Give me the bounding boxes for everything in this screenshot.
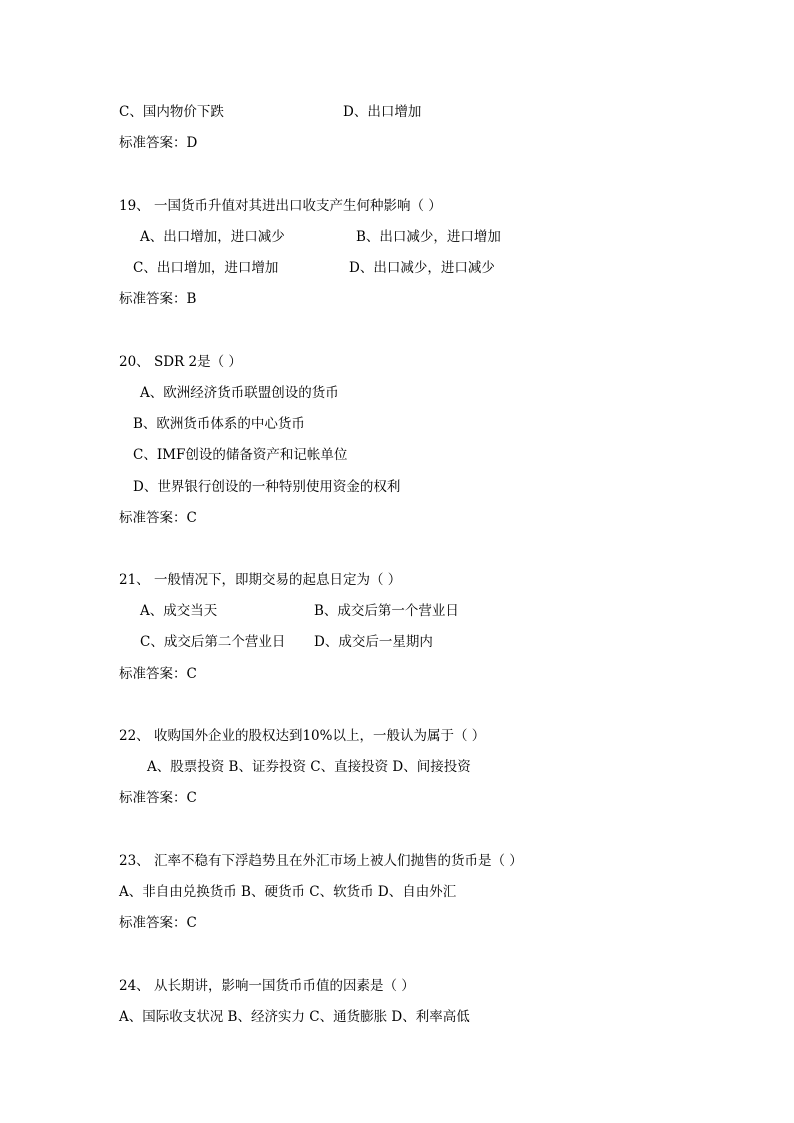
q24-options: A、国际收支状况 B、经济实力 C、通货膨胀 D、利率高低 [119,1009,470,1025]
q23-question: 23、 汇率不稳有下浮趋势且在外汇市场上被人们抛售的货币是（ ） [119,853,523,869]
q20-answer: 标准答案：C [119,510,197,526]
q19-answer: 标准答案：B [119,291,197,307]
q21-option-b: B、成交后第一个营业日 [314,603,459,619]
q19-option-d: D、出口减少，进口减少 [349,260,495,276]
q21-option-d: D、成交后一星期内 [314,634,433,650]
q23-answer: 标准答案：C [119,915,197,931]
q19-option-c: C、出口增加，进口增加 [133,260,279,276]
q22-options: A、股票投资 B、证券投资 C、直接投资 D、间接投资 [147,759,471,775]
q22-question: 22、 收购国外企业的股权达到10%以上，一般认为属于（ ） [119,728,486,744]
q19-option-b: B、出口减少，进口增加 [356,229,501,245]
q20-option-c: C、IMF创设的储备资产和记帐单位 [133,447,348,463]
q20-option-a: A、欧洲经济货币联盟创设的货币 [140,385,339,401]
q21-option-a: A、成交当天 [140,603,218,619]
q20-option-b: B、欧洲货币体系的中心货币 [133,416,305,432]
q18-answer: 标准答案：D [119,135,198,151]
q21-option-c: C、成交后第二个营业日 [140,634,286,650]
q22-answer: 标准答案：C [119,790,197,806]
q24-question: 24、 从长期讲，影响一国货币币值的因素是（ ） [119,978,415,994]
q19-option-a: A、出口增加，进口减少 [140,229,285,245]
q20-question: 20、 SDR 2是（ ） [119,354,242,370]
q21-question: 21、 一般情况下，即期交易的起息日定为（ ） [119,572,402,588]
q18-option-c: C、国内物价下跌 [119,104,224,120]
q21-answer: 标准答案：C [119,666,197,682]
q19-question: 19、 一国货币升值对其进出口收支产生何种影响（ ） [119,198,442,214]
q23-options: A、非自由兑换货币 B、硬货币 C、软货币 D、自由外汇 [119,884,457,900]
q20-option-d: D、世界银行创设的一种特别使用资金的权利 [133,479,401,495]
q18-option-d: D、出口增加 [343,104,422,120]
